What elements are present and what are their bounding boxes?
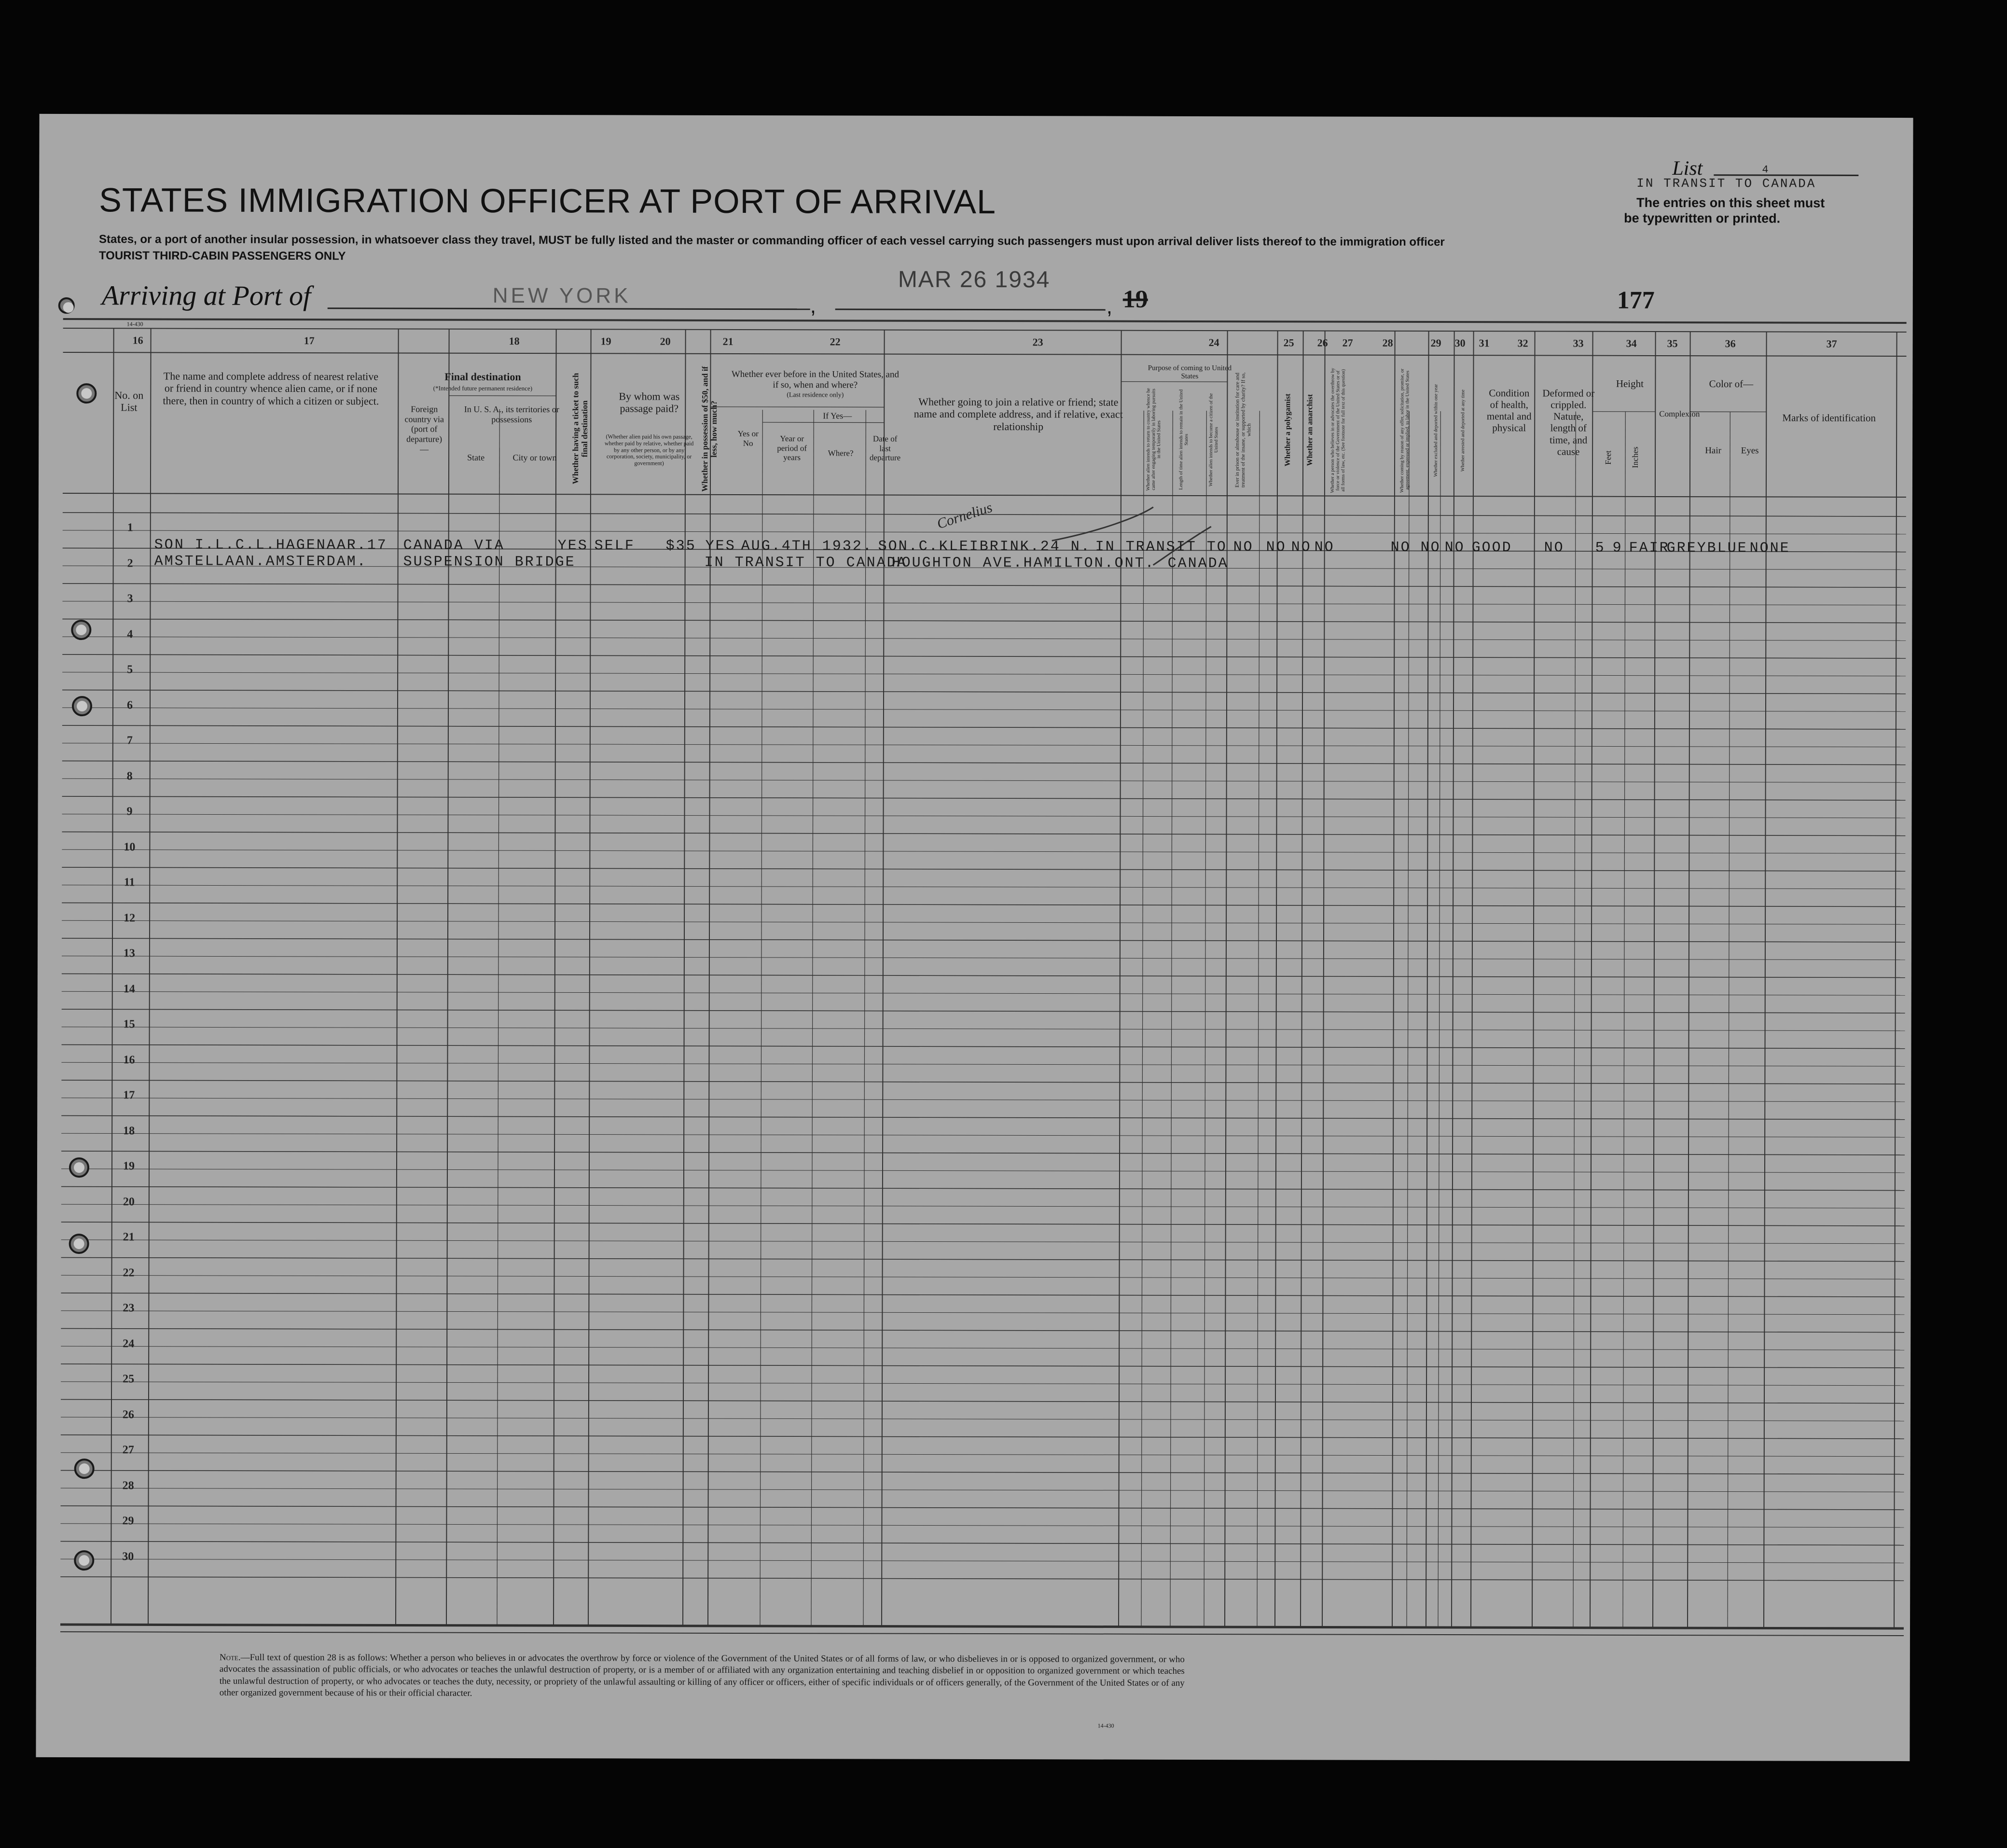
row-number: 13 xyxy=(123,947,135,960)
header-c29: Whether coming by reason of any offer, solicitation, promise, or agreement, expressed or implied, to labor in the United States xyxy=(1399,368,1411,493)
header-c24-a: Whether alien intends to return to country whence he came after engaging temporarily in laboring pursuits in the United States xyxy=(1145,388,1162,491)
header-c19: Whether having a ticket to such final destination xyxy=(570,373,590,485)
half-row-rule xyxy=(62,672,1906,676)
header-c24-title: Purpose of coming to United States xyxy=(1148,364,1232,381)
column-rule xyxy=(882,330,885,1626)
row-rule xyxy=(61,1187,1905,1191)
half-row-rule xyxy=(62,601,1906,605)
row-rule xyxy=(61,1151,1905,1155)
half-row-rule xyxy=(63,530,1906,534)
binder-hole xyxy=(74,1459,95,1479)
join-line-1: SON.C.KLEIBRINK.24 N. xyxy=(878,538,1091,556)
header-c34-inches: Inches xyxy=(1631,446,1640,469)
column-rule xyxy=(1532,331,1535,1627)
half-row-rule xyxy=(61,1169,1905,1173)
column-rule xyxy=(446,329,449,1626)
row-number: 23 xyxy=(123,1302,135,1315)
column-rule xyxy=(1426,331,1429,1627)
marks-value: NONE xyxy=(1749,540,1790,557)
form-code-top: 14-430 xyxy=(126,320,143,328)
page-title: STATES IMMIGRATION OFFICER AT PORT OF ARRIVAL xyxy=(99,181,997,221)
row-number: 29 xyxy=(122,1515,134,1528)
row-number: 24 xyxy=(123,1337,135,1350)
header-c20-title: By whom was passage paid? xyxy=(619,390,680,415)
row-number: 7 xyxy=(126,734,133,747)
header-c18-city: City or town xyxy=(512,452,557,463)
feet-value: 5 xyxy=(1595,540,1606,556)
header-c28: Whether a person who believes in or advocates the overthrow by force or violence of the Government of the United States or of all forms of law, etc. (See footnote for full text of this question) xyxy=(1329,367,1346,493)
binder-hole xyxy=(71,620,91,640)
column-number: 30 xyxy=(1454,337,1466,349)
binder-hole xyxy=(74,1550,94,1570)
date-stamp: MAR 26 1934 xyxy=(898,266,1051,293)
row-rule xyxy=(62,796,1906,800)
row-number: 27 xyxy=(122,1444,134,1457)
destination-line-2: SUSPENSION BRIDGE xyxy=(403,554,576,571)
header-bottom-rule xyxy=(63,493,1906,497)
footnote-text: —Full text of question 28 is as follows: Whether a person who believes in or advocates the overthrow by force or violence of the Government of the United States or of all forms of law, or who disbelieves in or is opposed to organized government, or who advocates the assassination of public officials, or who advocates or teaches the unlawful destruction of property, or is a member of or affiliated with any organization entertaining and teaching disbelief in or opposition to organized government or which teaches the unlawful destruction of property, or who advocates or teaches the duty, necessity, or propriety of the unlawful assaulting or killing of any officer or officers, either of specific individuals or of officers generally, of the Government of the United States or of any other organized government because of his or their official character. xyxy=(219,1652,1185,1698)
header-c24-b: Length of time alien intends to remain in the United States xyxy=(1178,389,1190,490)
header-c18-state: State xyxy=(467,452,485,462)
header-c36-title: Color of— xyxy=(1709,378,1754,390)
row-number: 10 xyxy=(124,840,136,853)
half-row-rule xyxy=(61,1488,1904,1492)
destination-line-1: CANADA VIA xyxy=(403,537,505,554)
column-number: 22 xyxy=(830,335,841,348)
value-c26: NO xyxy=(1266,539,1287,556)
header-c17: The name and complete address of nearest relative or friend in country whence alien came, or if none there, then in country of which a citizen or subject. xyxy=(163,370,379,407)
column-number: 32 xyxy=(1517,337,1528,349)
row-rule xyxy=(60,1542,1904,1545)
header-c34-feet: Feet xyxy=(1604,450,1613,465)
half-row-rule xyxy=(61,1098,1905,1102)
row-number: 14 xyxy=(123,982,135,995)
header-c34-title: Height xyxy=(1616,377,1644,389)
column-rule xyxy=(148,328,151,1625)
header-c31: Whether arrested and deported at any time xyxy=(1460,389,1466,472)
table-bottom-rule xyxy=(60,1625,1904,1628)
header-c22-sub: (Last residence only) xyxy=(787,391,844,399)
column-rule xyxy=(1452,331,1454,1627)
half-row-rule xyxy=(62,637,1906,640)
relative-line-2: AMSTELLAAN.AMSTERDAM. xyxy=(154,553,367,570)
half-row-rule xyxy=(61,1240,1905,1244)
column-number: 16 xyxy=(132,334,143,347)
half-row-rule xyxy=(61,1133,1905,1137)
form-code-bottom: 14-430 xyxy=(1097,1722,1114,1729)
money-value: $35 xyxy=(665,538,696,555)
column-rule xyxy=(554,329,556,1626)
handwritten-annotation: Cornelius xyxy=(935,499,995,532)
half-row-rule xyxy=(62,1027,1905,1031)
row-rule xyxy=(62,903,1905,907)
half-row-rule xyxy=(62,743,1906,747)
half-row-rule xyxy=(60,1524,1904,1528)
list-label: List xyxy=(1672,157,1703,180)
row-rule xyxy=(61,1329,1904,1333)
half-row-rule xyxy=(62,885,1905,889)
row-rule xyxy=(62,938,1905,942)
row-number: 8 xyxy=(126,769,133,782)
sub-column-rule xyxy=(1623,412,1625,1628)
instructions-text: States, or a port of another insular possession, in whatsoever class they travel, MUST be fully listed and the master or commanding officer of each vessel carrying such passengers must upon arrival deliver lists thereof to the immigration officer xyxy=(98,233,1445,249)
half-row-rule xyxy=(61,1382,1904,1386)
half-row-rule xyxy=(61,1062,1905,1066)
row-rule xyxy=(61,1222,1905,1226)
half-row-rule xyxy=(61,1275,1905,1279)
row-rule xyxy=(60,1577,1904,1581)
half-row-rule xyxy=(62,920,1905,924)
column-number: 27 xyxy=(1342,336,1353,349)
value-c29: NO xyxy=(1390,539,1411,556)
arriving-label: Arriving at Port of xyxy=(101,279,311,312)
row-rule xyxy=(62,1045,1905,1049)
column-number: 20 xyxy=(660,335,671,347)
half-row-rule xyxy=(61,1311,1904,1315)
header-c18-title: Final destination xyxy=(444,370,521,383)
header-c36-eyes: Eyes xyxy=(1741,445,1759,456)
header-c27: Whether an anarchist xyxy=(1306,394,1315,466)
column-number: 26 xyxy=(1317,336,1328,349)
class-note: TOURIST THIRD-CABIN PASSENGERS ONLY xyxy=(98,249,346,263)
header-c22-title: Whether ever before in the United States, and if so, when and where? xyxy=(731,369,900,390)
manifest-sheet xyxy=(36,114,1913,1761)
binder-hole xyxy=(69,1234,89,1254)
value-c30: NO xyxy=(1420,539,1441,556)
value-c25: NO xyxy=(1233,539,1254,556)
row-rule xyxy=(62,619,1906,623)
header-c24-c: Whether alien intends to become a citizen of the United States xyxy=(1208,393,1219,486)
table-bottom-rule xyxy=(60,1632,1904,1636)
column-number: 19 xyxy=(600,335,611,347)
header-c22-year: Year or period of years xyxy=(777,434,807,462)
header-c16: No. on List xyxy=(114,389,144,414)
row-rule xyxy=(61,1080,1905,1084)
row-rule xyxy=(61,1506,1904,1510)
column-number: 28 xyxy=(1382,336,1393,349)
binder-hole xyxy=(72,696,92,716)
comma-2: , xyxy=(1106,294,1113,319)
half-row-rule xyxy=(61,1453,1904,1457)
paid-by-value: SELF xyxy=(594,538,635,555)
join-line-2: HOUGHTON AVE.HAMILTON.ONT. xyxy=(891,555,1155,572)
sub-column-rule xyxy=(1204,411,1206,1627)
purpose-line-1: IN TRANSIT TO xyxy=(1095,539,1227,556)
half-row-rule xyxy=(62,956,1905,960)
row-rule xyxy=(63,584,1906,587)
header-c37: Marks of identification xyxy=(1782,412,1876,424)
year-prefix: 19 xyxy=(1122,285,1148,313)
row-number: 28 xyxy=(122,1479,134,1492)
column-number: 21 xyxy=(722,335,734,347)
header-c23: Whether going to join a relative or friend; state name and complete address, and if relative, exact relationship xyxy=(914,395,1123,432)
before-yes-value: YES xyxy=(705,538,736,555)
row-number: 18 xyxy=(123,1124,135,1137)
sub-column-rule xyxy=(863,410,866,1626)
sub-column-rule xyxy=(760,410,762,1626)
header-c22-ifyes: If Yes— xyxy=(823,411,852,421)
column-rule xyxy=(1653,332,1656,1628)
value-c28: NO xyxy=(1314,539,1335,556)
row-number: 30 xyxy=(122,1550,134,1563)
binder-hole xyxy=(69,1157,89,1178)
row-rule xyxy=(62,974,1905,978)
header-c26: Whether a polygamist xyxy=(1284,393,1292,467)
row-rule xyxy=(61,1258,1905,1262)
header-c18-sub: (*Intended future permanent residence) xyxy=(433,384,533,392)
column-rule xyxy=(708,330,711,1626)
footnote xyxy=(220,1652,1185,1701)
half-row-rule xyxy=(60,1559,1904,1563)
row-number: 5 xyxy=(127,663,133,676)
column-number-rule xyxy=(63,352,1907,356)
value-c31: NO xyxy=(1444,540,1465,556)
row-rule xyxy=(61,1364,1904,1368)
sub-column-rule xyxy=(1573,412,1576,1628)
row-number: 11 xyxy=(124,876,135,889)
column-number: 18 xyxy=(509,334,520,347)
row-rule xyxy=(61,1293,1904,1297)
sub-column-rule xyxy=(1257,411,1260,1627)
inches-value: 9 xyxy=(1612,540,1623,556)
column-rule xyxy=(1590,332,1593,1628)
footnote-label: Note. xyxy=(219,1652,241,1663)
header-rule-top xyxy=(63,319,1907,323)
row-rule xyxy=(62,654,1906,658)
row-number: 16 xyxy=(123,1053,135,1066)
row-number: 4 xyxy=(127,627,133,640)
row-number: 9 xyxy=(126,805,133,818)
row-number: 22 xyxy=(123,1266,135,1279)
column-rule xyxy=(1764,332,1767,1628)
row-number: 2 xyxy=(127,556,133,570)
column-rule xyxy=(396,329,399,1625)
row-number: 1 xyxy=(127,521,133,534)
row-rule xyxy=(61,1435,1904,1439)
header-c22-where: Where? xyxy=(828,448,854,458)
header-c18-foreign: Foreign country via (port of departure)— xyxy=(404,404,444,454)
column-rule xyxy=(1688,332,1690,1628)
eyes-value: BLUE xyxy=(1707,540,1748,557)
header-c33: Deformed or crippled. Nature, length of time, and cause xyxy=(1542,387,1595,458)
sub-column-rule xyxy=(1438,411,1440,1627)
row-rule xyxy=(62,725,1906,729)
column-number: 29 xyxy=(1430,336,1441,349)
column-number: 37 xyxy=(1826,337,1837,350)
header-c22-date: Date of last departure xyxy=(869,434,901,462)
header-c21: Whether in possession of $50, and if less, how much? xyxy=(700,366,719,492)
header-c35: Complexion xyxy=(1659,409,1700,419)
list-number: 4 xyxy=(1762,164,1770,176)
row-rule xyxy=(62,761,1906,765)
header-c25: Ever in prison or almshouse or institution for care and treatment of the insane, or supported by charity? If so, which xyxy=(1234,372,1252,488)
column-rule xyxy=(111,328,114,1625)
row-number: 12 xyxy=(124,911,136,924)
row-rule xyxy=(62,1009,1905,1013)
ticket-value: YES xyxy=(557,538,588,555)
port-name: NEW YORK xyxy=(492,283,631,308)
half-row-rule xyxy=(61,1204,1905,1208)
hair-value: GREY xyxy=(1666,540,1707,557)
complexion-value: FAIR xyxy=(1629,540,1670,557)
half-row-rule xyxy=(61,1346,1904,1350)
column-rule xyxy=(1392,331,1395,1627)
before-date-value: AUG.4TH 1932. xyxy=(741,538,873,555)
transit-line: IN TRANSIT TO CANADA xyxy=(704,554,907,571)
sub-column-rule xyxy=(1407,411,1409,1627)
form-grid xyxy=(36,114,1913,1761)
page-number: 177 xyxy=(1617,286,1655,314)
column-number: 33 xyxy=(1573,337,1584,349)
comma-1: , xyxy=(810,294,817,318)
column-number: 31 xyxy=(1479,337,1490,349)
header-c18-usa: In U. S. A., its territories or possessions xyxy=(464,404,559,424)
sub-column-rule xyxy=(497,409,499,1626)
column-number: 34 xyxy=(1626,337,1637,349)
typewritten-note-2: be typewritten or printed. xyxy=(1624,210,1781,226)
row-number: 25 xyxy=(123,1373,135,1386)
column-number: 35 xyxy=(1667,337,1678,350)
row-rule xyxy=(61,1116,1905,1120)
relative-line-1: SON I.L.C.L.HAGENAAR.17 xyxy=(154,537,388,554)
column-number: 36 xyxy=(1725,337,1736,350)
half-row-rule xyxy=(62,849,1905,853)
half-row-rule xyxy=(62,778,1906,782)
column-number: 23 xyxy=(1032,336,1043,348)
row-rule xyxy=(62,690,1906,694)
column-number: 24 xyxy=(1208,336,1219,349)
row-number: 20 xyxy=(123,1195,135,1208)
row-rule xyxy=(61,1471,1904,1474)
sub-column-rule xyxy=(811,410,814,1626)
health-value: GOOD xyxy=(1471,540,1512,556)
binder-hole xyxy=(58,297,75,314)
sub-column-rule xyxy=(1170,411,1173,1627)
header-c20-sub: (Whether alien paid his own passage, whether paid by relative, whether paid by any other person, or by any corporation, society, municipality, or government) xyxy=(604,433,694,467)
column-number: 17 xyxy=(304,334,315,347)
row-rule xyxy=(62,867,1905,871)
transit-note: IN TRANSIT TO CANADA xyxy=(1636,176,1816,191)
value-c27: NO xyxy=(1291,539,1312,556)
sub-column-rule xyxy=(1728,412,1730,1628)
purpose-line-2: CANADA xyxy=(1167,555,1229,572)
half-row-rule xyxy=(62,991,1905,995)
binder-hole xyxy=(76,383,97,403)
column-number: 25 xyxy=(1283,336,1294,349)
deformed-value: NO xyxy=(1544,540,1564,556)
row-rule xyxy=(61,1400,1904,1403)
half-row-rule xyxy=(61,1417,1904,1421)
row-number: 19 xyxy=(123,1160,135,1173)
list-number-line xyxy=(1714,174,1858,176)
row-number: 26 xyxy=(122,1408,134,1421)
header-rule xyxy=(63,328,1907,332)
row-number: 21 xyxy=(123,1231,135,1244)
column-rule xyxy=(1471,331,1474,1627)
header-sub-rule xyxy=(762,422,884,423)
column-rule xyxy=(588,329,591,1626)
row-number: 15 xyxy=(123,1018,135,1031)
row-rule xyxy=(62,832,1905,836)
column-rule xyxy=(683,330,686,1626)
typewritten-note-1: The entries on this sheet must xyxy=(1636,195,1825,210)
half-row-rule xyxy=(62,708,1906,711)
column-rule xyxy=(1894,332,1897,1628)
row-number: 6 xyxy=(126,698,133,711)
header-c22-yesno: Yes or No xyxy=(737,429,759,448)
header-c36-hair: Hair xyxy=(1705,445,1722,456)
header-c30: Whether excluded and deported within one year xyxy=(1433,384,1439,477)
row-number: 3 xyxy=(127,592,133,605)
half-row-rule xyxy=(62,814,1906,818)
row-number: 17 xyxy=(123,1089,135,1102)
header-c32: Condition of health, mental and physical xyxy=(1486,387,1532,434)
sub-column-rule xyxy=(1141,411,1144,1627)
